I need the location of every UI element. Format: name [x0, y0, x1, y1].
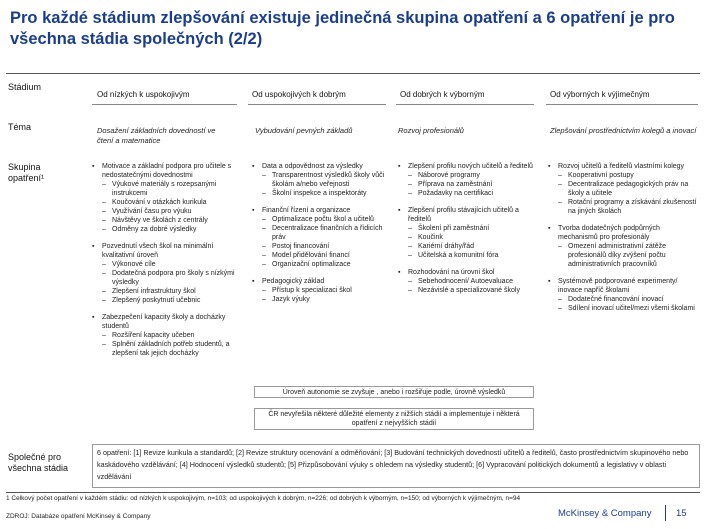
row-label-skupina: Skupina opatření¹ [8, 162, 45, 183]
list-item: ▪ Finanční řízení a organizace [252, 206, 392, 215]
list-item: – Výkonové cíle [92, 260, 242, 269]
list-item: – Rotační programy a získávání zkušeností na jiných školách [548, 198, 698, 216]
list-item: – Kariérní dráhy/řád [398, 242, 538, 251]
column-head-1: Od nízkých k uspokojivým [97, 90, 190, 99]
list-item: ▪ Zlepšení profilu stávajících učitelů a ředitelů [398, 206, 538, 224]
column-4-measures [548, 162, 698, 313]
column-head-3: Od dobrých k výborným [400, 90, 485, 99]
tema-3: Rozvoj profesionálů [398, 126, 464, 135]
list-item: – Decentralizace finančních a řídicích práv [252, 224, 392, 242]
source-note: ZDROJ: Databáze opatření McKinsey & Company [6, 513, 151, 520]
list-item: – Jazyk výuky [252, 295, 392, 304]
list-item: – Učitelská a komunitní fóra [398, 251, 538, 260]
list-item: ▪ Rozvoj učitelů a ředitelů vlastními kolegy [548, 162, 698, 171]
list-item: ▪ Rozhodování na úrovni škol [398, 268, 538, 277]
list-item: – Splnění základních potřeb studentů, a zlepšení tak jejich docházky [92, 340, 242, 358]
list-item: – Odměny za dobré výsledky [92, 225, 242, 234]
row-label-spolecne: Společné pro všechna stádia [8, 452, 69, 473]
tema-2: Vybudování pevných základů [255, 126, 353, 135]
list-item: ▪ Systémově podporované experimenty/ inovace napříč školami [548, 277, 698, 295]
footnote: 1 Celkový počet opatření v každém stádiu: od nízkých k uspokojivým, n=103; od uspokojivých k dobrým, n=226; od dobrých k výborným, n=150; od výborných k výjimečným, n=94 [6, 495, 521, 502]
list-item: – Návštěvy ve školách z centrály [92, 216, 242, 225]
list-item: – Výukové materiály s rozepsanými instrukcemi [92, 180, 242, 198]
list-item: – Organizační optimalizace [252, 260, 392, 269]
list-item: – Přístup k specializaci škol [252, 286, 392, 295]
column-2-measures [252, 162, 392, 304]
page-title: Pro každé stádium zlepšování existuje jedinečná skupina opatření a 6 opatření je pro všechna stádia společných (2/2) [10, 9, 675, 48]
page-number: 15 [676, 508, 687, 519]
column-head-4: Od výborných k výjimečným [550, 90, 650, 99]
column-head-2: Od uspokojivých k dobrým [252, 90, 346, 99]
brand-name: McKinsey & Company [558, 508, 652, 519]
column-1-measures [92, 162, 242, 358]
list-item: – Příprava na zaměstnání [398, 180, 538, 189]
list-item: – Zlepšený poskytnutí učebnic [92, 296, 242, 305]
autonomy-box: Úroveň autonomie se zvyšuje , anebo i rozšiřuje podle, úrovně výsledků [254, 386, 534, 398]
list-item: – Omezení administrativní zátěže profesionálů díky zvýšení počtu administrativních pracovníků [548, 242, 698, 269]
tema-1: Dosažení základních dovedností ve čtení a matematice [97, 126, 216, 145]
cr-note-box: ČR nevyřešila některé důležité elementy z nižších stádií a implementuje i některá opatření z nejvyšších stádií [254, 408, 534, 430]
list-item: – Zlepšení infrastruktury škol [92, 287, 242, 296]
list-item: – Transparentnost výsledků školy vůči školám a/nebo veřejnosti [252, 171, 392, 189]
column-underline-1 [92, 104, 237, 105]
list-item: – Dodatečná podpora pro školy s nízkými výsledky [92, 269, 242, 287]
list-item: ▪ Pedagogický základ [252, 277, 392, 286]
list-item: ▪ Zlepšení profilu nových učitelů a ředitelů [398, 162, 538, 171]
common-measures-box: 6 opatření: [1] Revize kurikula a standardů; [2] Revize struktury ocenování a odměňování; [3] Budování technických dovedností učitelů a ředitelů, často prostřednictvím skupinového nebo kaskádového vzdělávání; [4] Hodnocení výsledků studentů; [5] Přizpůsobování výuky s ohledem na výsledky studentů; [6] Vypracování politických dokumentů a legislativy v oblasti vzdělávání [92, 444, 700, 488]
list-item: – Koučink [398, 233, 538, 242]
list-item: ▪ Tvorba dodatečných podpůrných mechanismů pro profesionály [548, 224, 698, 242]
tema-4: Zlepšování prostřednictvím kolegů a inovací [550, 126, 697, 135]
list-item: ▪ Pozvednutí všech škol na minimální kvalitativní úroveň [92, 242, 242, 260]
row-label-stadium: Stádium [8, 82, 42, 92]
column-underline-4 [546, 104, 698, 105]
brand-separator [665, 505, 666, 521]
list-item: – Sebehodnocení/ Autoevaluace [398, 277, 538, 286]
list-item: – Dodatečné financování inovací [548, 295, 698, 304]
list-item: – Postoj financování [252, 242, 392, 251]
list-item: – Koučování v otázkách kurikula [92, 198, 242, 207]
list-item: – Náborové programy [398, 171, 538, 180]
list-item: – Školní inspekce a inspektoráty [252, 189, 392, 198]
list-item: ▪ Zabezpečení kapacity školy a docházky studentů [92, 313, 242, 331]
list-item: – Školení při zaměstnání [398, 224, 538, 233]
column-underline-3 [396, 104, 534, 105]
list-item: ▪ Data a odpovědnost za výsledky [252, 162, 392, 171]
row-label-tema: Téma [8, 122, 32, 132]
list-item: – Sdílení inovací učitel/mezi všemi školami [548, 304, 698, 313]
list-item: – Požadavky na certifikaci [398, 189, 538, 198]
column-3-measures [398, 162, 538, 295]
footer-divider [6, 492, 700, 493]
list-item: – Využívání času pro výuku [92, 207, 242, 216]
title-divider [6, 73, 700, 74]
list-item: – Decentralizace pedagogických práv na školy a učitele [548, 180, 698, 198]
list-item: – Nezávislé a specializované školy [398, 286, 538, 295]
list-item: – Model přidělování financí [252, 251, 392, 260]
list-item: – Rozšíření kapacity učeben [92, 331, 242, 340]
column-underline-2 [248, 104, 386, 105]
list-item: – Optimalizace počtu škol a učitelů [252, 215, 392, 224]
list-item: ▪ Motivace a základní podpora pro učitele s nedostatečnými dovednostmi [92, 162, 242, 180]
list-item: – Kooperativní postupy [548, 171, 698, 180]
